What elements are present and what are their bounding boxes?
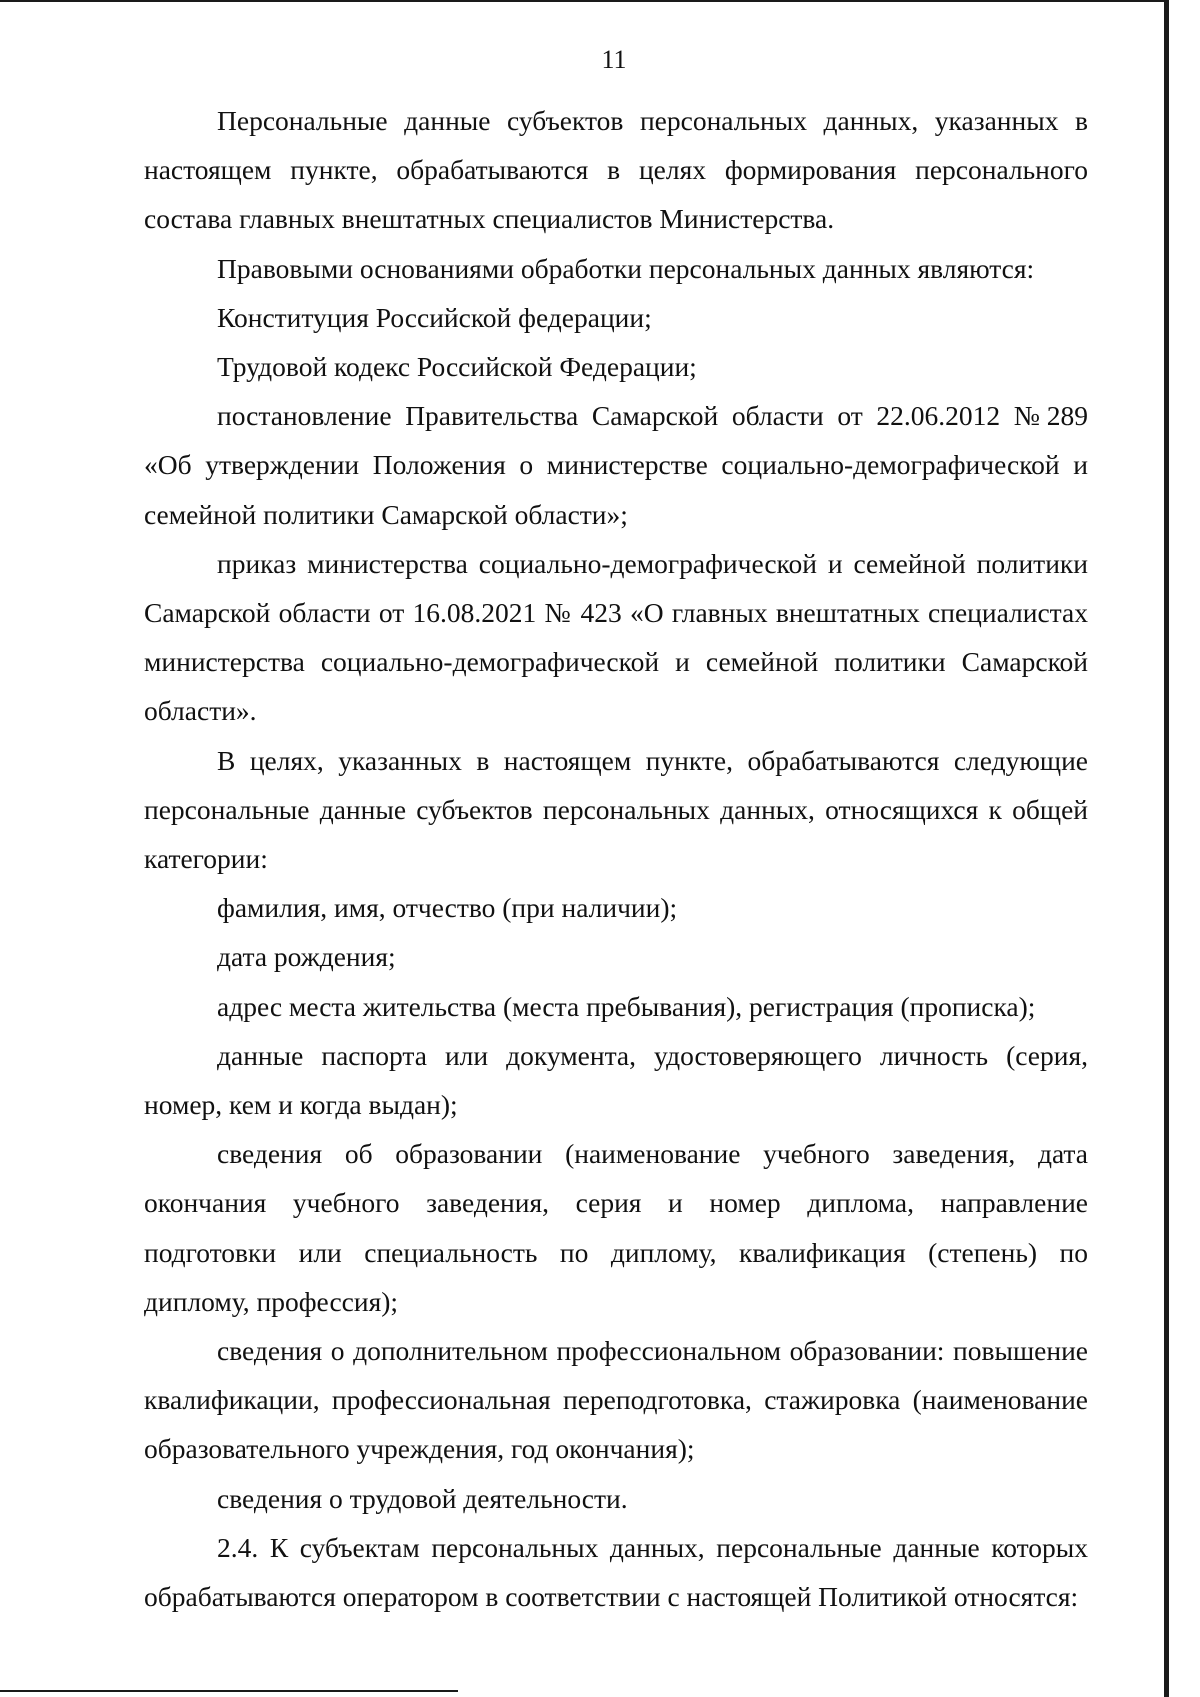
list-item-full-name: фамилия, имя, отчество (при наличии); bbox=[217, 892, 678, 924]
paragraph-labor-code: Трудовой кодекс Российской Федерации; bbox=[217, 351, 697, 383]
paragraph-constitution: Конституция Российской федерации; bbox=[217, 301, 652, 333]
list-item-education: сведения об образовании (наименование учебного заведения, дата окончания учебного заведения, серия и номер диплома, направление подготовки или специальность по диплому, квалификация (степень) по диплому, профессия); bbox=[144, 1138, 1088, 1317]
list-item-additional-education: сведения о дополнительном профессиональном образовании: повышение квалификации, профессиональная переподготовка, стажировка (наименование образовательного учреждения, год окончания); bbox=[144, 1335, 1088, 1465]
scan-border-right bbox=[1164, 0, 1169, 1697]
paragraph-government-resolution: постановление Правительства Самарской области от 22.06.2012 №289 «Об утверждении Положения о министерстве социально-демографической и семейной политики Самарской области»; bbox=[144, 400, 1088, 530]
list-item-address: адрес места жительства (места пребывания), регистрация (прописка); bbox=[217, 990, 1036, 1022]
document-body bbox=[144, 96, 1088, 1621]
paragraph-data-categories-intro: В целях, указанных в настоящем пункте, обрабатываются следующие персональные данные субъектов персональных данных, относящихся к общей категории: bbox=[144, 744, 1088, 875]
list-item-passport: данные паспорта или документа, удостоверяющего личность (серия, номер, кем и когда выдан); bbox=[144, 1039, 1088, 1121]
scan-border-bottom bbox=[0, 1690, 458, 1692]
paragraph-section-2-4: 2.4. К субъектам персональных данных, персональные данные которых обрабатываются оператором в соответствии с настоящей Политикой относятся: bbox=[144, 1531, 1088, 1613]
paragraph-ministry-order: приказ министерства социально-демографической и семейной политики Самарской области от 16.08.2021 № 423 «О главных внештатных специалистах министерства социально-демографической и семейной политики Самарской области». bbox=[144, 547, 1088, 727]
paragraph-purpose: Персональные данные субъектов персональных данных, указанных в настоящем пункте, обрабатываются в целях формирования персонального состава главных внештатных специалистов Министерства. bbox=[144, 105, 1088, 235]
list-item-birth-date: дата рождения; bbox=[217, 941, 396, 973]
paragraph-legal-grounds-intro: Правовыми основаниями обработки персональных данных являются: bbox=[217, 252, 1035, 284]
page-number: 11 bbox=[601, 45, 627, 74]
scan-border-top bbox=[0, 0, 1168, 2]
list-item-work-history: сведения о трудовой деятельности. bbox=[217, 1482, 628, 1514]
